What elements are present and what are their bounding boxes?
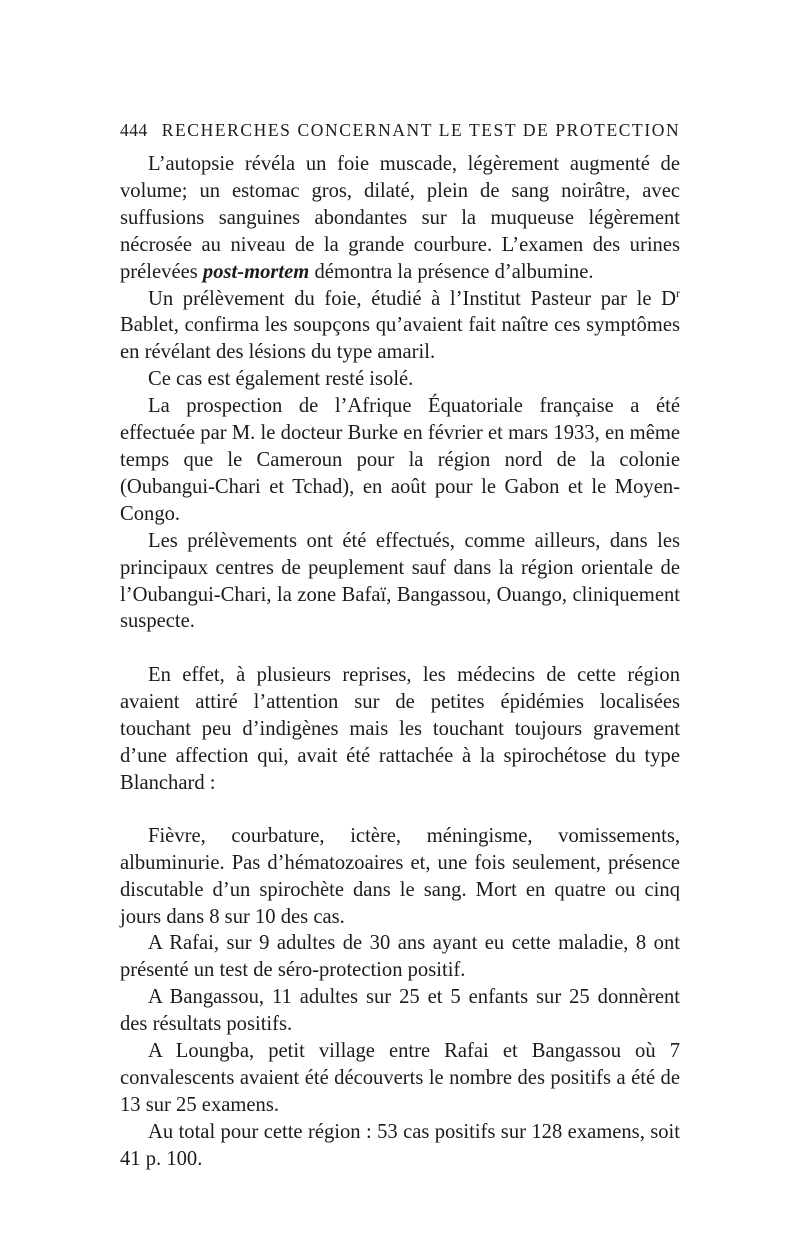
paragraph-prospection: La prospection de l’Afrique Équatoriale française a été effectuée par M. le docteur Burke en février et mars 1933, en même temps que le Cameroun pour la région nord de la colonie (Oubangui-Chari et Tchad), en août pour le Gabon et le Moyen-Congo. [120,395,680,525]
paragraph-autopsy-text-a: L’autopsie révéla un foie muscade, légèrement augmenté de volume; un estomac gros, dilaté, plein de sang noirâtre, avec suffusions sanguines abondantes sur la muqueuse légèrement nécrosée au niveau de la grande courbure. L’examen des urines prélevées [120,153,680,283]
paragraph-liver-sample-text-b: Bablet, confirma les soupçons qu’avaient fait naître ces symptômes en révélant des lésions du type amaril. [120,314,680,364]
book-page [120,118,680,1173]
paragraph-symptoms: Fièvre, courbature, ictère, méningisme, vomissements, albuminurie. Pas d’hématozoaires et, une fois seulement, présence discutable d’un spirochète dans le sang. Mort en quatre ou cinq jours dans 8 sur 10 des cas. [120,824,680,928]
body-text [120,151,680,1173]
paragraph-samples: Les prélèvements ont été effectués, comme ailleurs, dans les principaux centres de peuplement sauf dans la région orientale de l’Oubangui-Chari, la zone Bafaï, Bangassou, Ouango, cliniquement suspecte. [120,529,680,633]
paragraph-epidemics: En effet, à plusieurs reprises, les médecins de cette région avaient attiré l’attention sur de petites épidémies localisées touchant peu d’indigènes mais les touchant toujours gravement d’une affection qui, avait été rattachée à la spirochétose du type Blanchard : [120,664,680,794]
running-title: RECHERCHES CONCERNANT LE TEST DE PROTECTION [161,120,681,140]
post-mortem-term: post-mortem [202,260,310,283]
page-number: 444 [120,120,148,140]
paragraph-isolated-case: Ce cas est également resté isolé. [148,368,414,391]
running-header [120,118,680,142]
paragraph-liver-sample-text-a: Un prélèvement du foie, étudié à l’Institut Pasteur par le D [148,287,676,310]
paragraph-loungba: A Loungba, petit village entre Rafai et Bangassou où 7 convalescents avaient été découverts le nombre des positifs a été de 13 sur 25 examens. [120,1040,680,1116]
paragraph-liver-sample [120,286,680,367]
paragraph-autopsy-text-b: démontra la présence d’albumine. [309,260,594,283]
doctor-superscript: r [676,285,680,300]
paragraph-rafai: A Rafai, sur 9 adultes de 30 ans ayant eu cette maladie, 8 ont présenté un test de séro-protection positif. [120,932,680,982]
paragraph-total: Au total pour cette région : 53 cas positifs sur 128 examens, soit 41 p. 100. [120,1120,680,1170]
paragraph-autopsy [120,151,680,286]
paragraph-bangassou: A Bangassou, 11 adultes sur 25 et 5 enfants sur 25 donnèrent des résultats positifs. [120,986,680,1036]
